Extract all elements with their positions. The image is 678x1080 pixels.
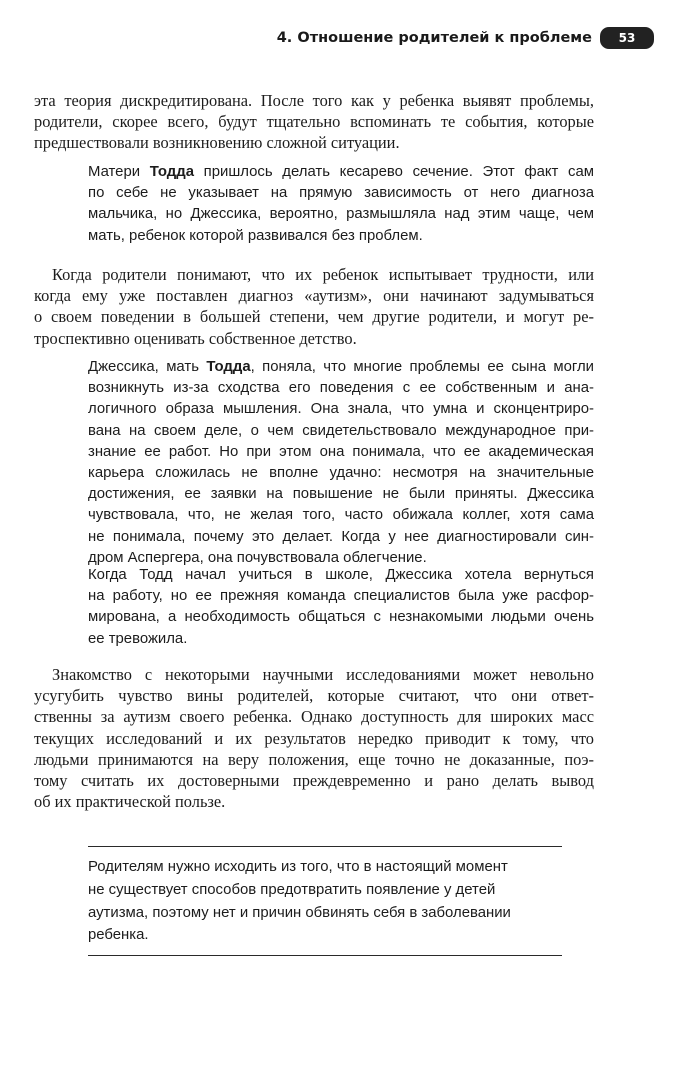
text-run: Матери (88, 164, 150, 180)
paragraph-2 (34, 264, 594, 349)
page-number-badge: 53 (600, 27, 654, 49)
case-line: возникнуть из-за сходства его поведения с ее собственным и ана- (88, 380, 594, 397)
callout-box (88, 856, 562, 947)
callout-top-rule (88, 846, 562, 847)
case-line: логичного образа мышления. Она знала, что умна и сконцентриро- (88, 401, 594, 418)
text-line: предшествовали возникновению сложной ситуации. (34, 133, 400, 153)
case-line: мирована, а необходимость общаться с незнакомыми людьми очень (88, 609, 594, 626)
case-line: мать, ребенок которой развивался без проблем. (88, 227, 423, 244)
case-line: ее тревожила. (88, 630, 188, 647)
case-line: достижения, ее заявки на повышение не были приняты. Джессика (88, 486, 594, 503)
case-line (88, 357, 594, 378)
text-line: тому считать их достоверными преждевременно и рано делать вывод (34, 771, 594, 791)
name-emphasis: Тодда (206, 359, 251, 375)
callout-line: Родителям нужно исходить из того, что в настоящий момент (88, 859, 508, 875)
chapter-title: 4. Отношение родителей к проблеме (276, 30, 592, 46)
text-line: людьми принимаются на веру положения, еще точно не доказанные, поэ- (34, 749, 594, 769)
case-line: знание ее работ. Но при этом она понимала, что ее академическая (88, 443, 594, 460)
text-run: , поняла, что многие проблемы ее сына могли (250, 359, 595, 375)
text-line: о своем поведении в большей степени, чем другие родители, и могут ре- (34, 307, 594, 327)
callout-bottom-rule (88, 955, 562, 956)
callout-line: не существует способов предотвратить появление у детей (88, 881, 496, 898)
case-line: чувствовала, что, не желая того, часто обижала коллег, хотя сама (88, 507, 594, 524)
case-line: дром Аспергера, она почувствовала облегчение. (88, 549, 427, 566)
callout-line: аутизма, поэтому нет и причин обвинять себя в заболевании (88, 904, 511, 921)
text-line: об их практической пользе. (34, 792, 226, 812)
text-run: пришлось делать кесарево сечение. Этот факт сам (193, 164, 594, 180)
case-line: на работу, но ее прежняя команда специалистов была уже расфор- (88, 588, 594, 605)
paragraph-1 (34, 90, 594, 154)
case-study-2 (88, 357, 594, 569)
text-line: усугубить чувство вины родителей, которые считают, что они ответ- (34, 686, 594, 706)
case-line: по себе не указывает на прямую зависимость от него диагноза (88, 185, 594, 202)
text-line: Знакомство с некоторыми научными исследованиями может невольно (52, 665, 594, 684)
text-line: когда ему уже поставлен диагноз «аутизм», они начинают задумываться (34, 286, 594, 306)
callout-line: ребенка. (88, 927, 149, 944)
text-line: текущих исследований и их результатов нередко приводит к тому, что (34, 728, 594, 748)
text-line: Когда родители понимают, что их ребенок испытывает трудности, или (52, 265, 594, 284)
text-line: родители, скорее всего, будут тщательно вспоминать те события, которые (34, 112, 594, 132)
case-line: карьера сложилась не вполне удачно: несмотря на значительные (88, 465, 594, 482)
text-run: Джессика, мать (88, 359, 207, 375)
paragraph-3 (34, 664, 594, 812)
case-line: не понимала, почему это делает. Когда у нее диагностировали син- (88, 528, 594, 545)
name-emphasis: Тодда (149, 164, 194, 180)
case-line: вана на своем деле, о чем свидетельствовало международное при- (88, 422, 594, 439)
case-line (88, 162, 594, 183)
case-study-1 (88, 162, 594, 247)
text-line: ственны за аутизм своего ребенка. Однако доступность для широких масс (34, 707, 594, 727)
case-line: Когда Тодд начал учиться в школе, Джессика хотела вернуться (88, 567, 594, 583)
case-study-3 (88, 565, 594, 650)
case-line: мальчика, но Джессика, вероятно, размышляла над этим чаще, чем (88, 206, 594, 223)
text-line: эта теория дискредитирована. После того как у ребенка выявят проблемы, (34, 91, 594, 110)
running-header (0, 26, 678, 50)
text-line: троспективно оценивать собственное детство. (34, 328, 357, 348)
